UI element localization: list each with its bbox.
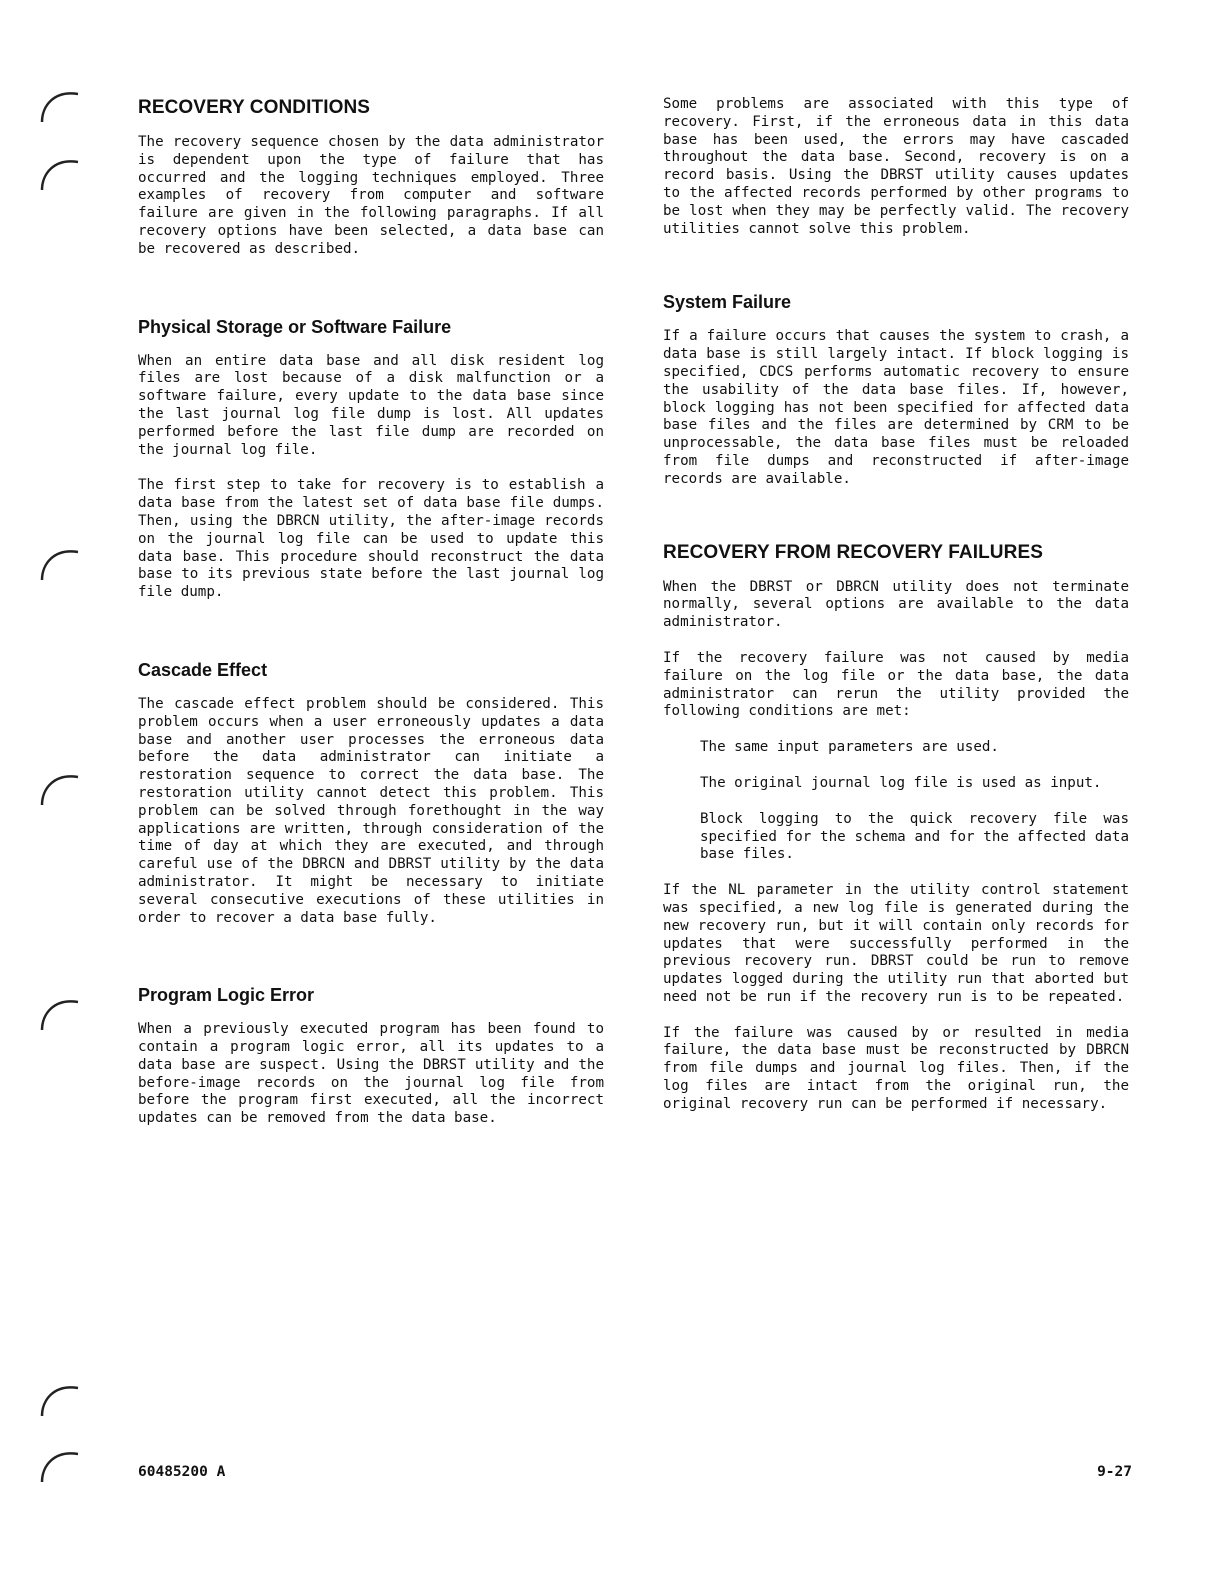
program-logic-error-heading: Program Logic Error (138, 985, 315, 1006)
system-failure-heading: System Failure (663, 292, 792, 313)
condition-item: The original journal log file is used as input. (700, 774, 1102, 791)
punch-hole-mark-icon (38, 1442, 82, 1486)
recovery-failures-heading: RECOVERY FROM RECOVERY FAILURES (663, 541, 1043, 563)
system-failure-paragraph: If a failure occurs that causes the system to crash, a data base is still largely intact. If block logging is specified, CDCS performs automatic recovery to ensure the usability of the data base files. If, however, block logging has not been specified for affected data base files and the files are determined by CRM to be unprocessable, the data base files must be reloaded from file dumps and reconstructed if after-image records are available. (663, 328, 1129, 487)
left-column (138, 96, 604, 1146)
recovery-conditions-paragraph: The recovery sequence chosen by the data administrator is dependent upon the type of failure that has occurred and the logging techniques employed. Three examples of recovery from computer and software failure are given in the following paragraphs. If all recovery options have been selected, a data base can be recovered as described. (138, 134, 604, 257)
punch-hole-mark-icon (38, 82, 82, 126)
recovery-conditions-heading: RECOVERY CONDITIONS (138, 97, 371, 118)
cascade-effect-heading: Cascade Effect (138, 659, 268, 680)
recovery-failures-paragraph-3: If the NL parameter in the utility control statement was specified, a new log file is generated during the new recovery run, but it will contain only records for updates that were successfully performed in the previous recovery run. DBRST could be run to remove updates logged during the utility run that aborted but need not be run if the recovery run is to be repeated. (663, 882, 1129, 1005)
condition-item: Block logging to the quick recovery file was specified for the schema and for the affected data base files. (700, 810, 1129, 863)
intro-paragraph: Some problems are associated with this type of recovery. First, if the erroneous data in this data base has been used, the errors may have cascaded throughout the data base. Second, recovery is on a record basis. Using the DBRST utility causes updates to the affected records performed by other programs to be lost when they may be perfectly valid. The recovery utilities cannot solve this problem. (663, 96, 1129, 237)
physical-storage-heading: Physical Storage or Software Failure (138, 316, 452, 337)
punch-hole-mark-icon (38, 540, 82, 584)
page-number: 9-27 (1097, 1464, 1132, 1480)
physical-storage-paragraph-1: When an entire data base and all disk resident log files are lost because of a disk malfunction or a software failure, every update to the data base since the last journal log file dump is lost. All updates performed before the last file dump are recorded on the journal log file. (138, 352, 604, 458)
recovery-failures-paragraph-2: If the recovery failure was not caused by media failure on the log file or the data base, the data administrator can rerun the utility provided the following conditions are met: (663, 649, 1129, 720)
cascade-effect-paragraph: The cascade effect problem should be considered. This problem occurs when a user erroneously updates a data base and another user processes the erroneous data before the data administrator can initiate a restoration sequence to correct the data base. The restoration utility cannot detect this problem. This problem can be solved through forethought in the way applications are written, through consideration of the time of day at which they are executed, and through careful use of the DBRCN and DBRST utility by the data administrator. It might be necessary to initiate several consecutive executions of these utilities in order to recover a data base fully. (138, 695, 604, 926)
punch-hole-mark-icon (38, 150, 82, 194)
punch-hole-mark-icon (38, 990, 82, 1034)
document-number: 60485200 A (138, 1464, 226, 1480)
recovery-failures-paragraph-4: If the failure was caused by or resulted in media failure, the data base must be reconstructed by DBRCN from file dumps and journal log files. Then, if the log files are intact from the original run, the original recovery run can be performed if necessary. (663, 1024, 1129, 1112)
physical-storage-paragraph-2: The first step to take for recovery is to establish a data base from the latest set of data base file dumps. Then, using the DBRCN utility, the after-image records on the journal log file can be used to update this data base. This procedure should reconstruct the data base to its previous state before the last journal log file dump. (138, 477, 604, 601)
punch-hole-mark-icon (38, 1376, 82, 1420)
right-column (663, 96, 1129, 1132)
condition-item: The same input parameters are used. (700, 739, 999, 756)
recovery-failures-paragraph-1: When the DBRST or DBRCN utility does not terminate normally, several options are available to the data administrator. (663, 578, 1129, 631)
punch-hole-mark-icon (38, 765, 82, 809)
program-logic-error-paragraph: When a previously executed program has been found to contain a program logic error, all its updates to a data base are suspect. Using the DBRST utility and the before-image records on the journal log file from before the program first executed, all the incorrect updates can be removed from the data base. (138, 1021, 604, 1127)
